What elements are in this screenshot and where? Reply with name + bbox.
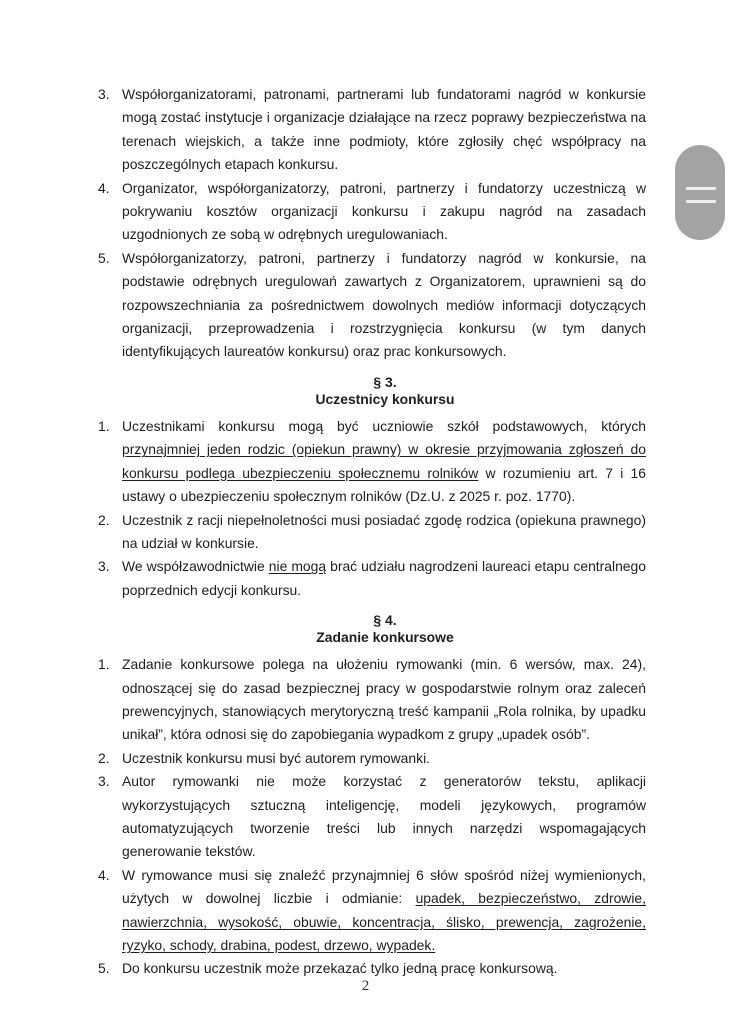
item-number: 3. (98, 558, 110, 575)
item-text: Zadanie konkursowe polega na ułożeniu rymowanki (min. 6 wersów, max. 24), odnoszącej się do zasad bezpiecznej pracy w gospodarstwie rolnym oraz zaleceń prewencyjnych, stanowiących merytoryczną treść kampanii „Rola rolnika, by upadku unikał”, która odnosi się do zapobiegania wypadkom z grupy „upadek osób”. (122, 656, 646, 743)
drag-handle-icon (686, 200, 716, 203)
list-item (98, 83, 646, 177)
item-text: Uczestnikami konkursu mogą być uczniowie szkół podstawowych, których (122, 417, 646, 434)
item-number: 2. (98, 749, 110, 766)
list-item (98, 747, 646, 770)
item-number: 1. (98, 656, 110, 673)
section-title: Uczestnicy konkursu (315, 390, 455, 407)
item-text-after: brać udziału nagrodzeni laureaci etapu centralnego poprzednich edycji konkursu. (122, 558, 646, 598)
item-text: Współorganizatorzy, patroni, partnerzy i fundatorzy nagród w konkursie, na podstawie odrębnych uregulowań zawartych z Organizatorem, uprawnieni są do rozpowszechniania za pośrednictwem dowolnych mediów informacji dotyczących organizacji, przeprowadzenia i rozstrzygnięcia konkursu (w tym danych identyfikujących laureatów konkursu) oraz prac konkursowych. (122, 249, 646, 360)
drag-handle-icon (686, 187, 716, 190)
item-text: We współzawodnictwie (122, 558, 269, 575)
item-number: 5. (98, 249, 110, 266)
item-text: Uczestnik konkursu musi być autorem rymowanki. (122, 749, 431, 766)
section-title: Zadanie konkursowe (316, 629, 454, 646)
item-underlined-text: przynajmniej jeden rodzic (opiekun prawny) w okresie przyjmowania zgłoszeń do konkursu podlega ubezpieczeniu społecznemu rolników (122, 441, 646, 481)
section3-list (98, 415, 646, 602)
section4-list (98, 653, 646, 981)
list-item (98, 770, 646, 864)
item-text: Organizator, współorganizatorzy, patroni, partnerzy i fundatorzy uczestniczą w pokrywaniu kosztów organizacji konkursu i zakupu nagród na zasadach uzgodnionych ze sobą w odrębnych uregulowaniach. (122, 179, 646, 243)
list-item (98, 555, 646, 602)
section2-list (98, 83, 646, 364)
item-number: 3. (98, 773, 110, 790)
page-content (98, 83, 646, 981)
section4-heading (98, 612, 646, 646)
list-item (98, 177, 646, 247)
item-text-after: w rozumieniu art. 7 i 16 ustawy o ubezpieczeniu społecznym rolników (Dz.U. z 2025 r. poz. 1770). (122, 464, 646, 505)
list-item (98, 509, 646, 556)
section-symbol: § 3. (373, 373, 397, 390)
list-item (98, 864, 646, 958)
item-number: 4. (98, 179, 110, 196)
item-number: 3. (98, 86, 110, 102)
list-item (98, 247, 646, 364)
list-item (98, 415, 646, 509)
section-symbol: § 4. (373, 612, 397, 629)
item-text: Współorganizatorami, patronami, partnerami lub fundatorami nagród w konkursie mogą zostać instytucje i organizacje działające na rzecz poprawy bezpieczeństwa na terenach wiejskich, a także inne podmioty, które zgłosiły chęć współpracy na poszczególnych etapach konkursu. (122, 86, 646, 173)
item-number: 2. (98, 511, 110, 528)
item-underlined-text: upadek, bezpieczeństwo, zdrowie, nawierzchnia, wysokość, obuwie, koncentracja, ślisko, prewencja, zagrożenie, ryzyko, schody, drabina, podest, drzewo, wypadek. (122, 890, 646, 953)
item-number: 5. (98, 960, 110, 977)
item-text: Uczestnik z racji niepełnoletności musi posiadać zgodę rodzica (opiekuna prawnego) na udział w konkursie. (122, 511, 646, 551)
page-number: 2 (361, 978, 370, 994)
item-text: W rymowance musi się znaleźć przynajmniej 6 słów spośród niżej wymienionych, użytych w dowolnej liczbie i odmianie: (122, 866, 646, 907)
item-number: 1. (98, 417, 110, 434)
item-number: 4. (98, 866, 110, 883)
item-text: Autor rymowanki nie może korzystać z generatorów tekstu, aplikacji wykorzystujących sztuczną inteligencję, modeli językowych, programów automatyzujących tworzenie treści lub innych narzędzi wspomagających generowanie tekstów. (122, 773, 646, 860)
item-text: Do konkursu uczestnik może przekazać tylko jedną pracę konkursową. (122, 960, 558, 977)
list-item (98, 653, 646, 747)
section3-heading (98, 374, 646, 408)
scroll-handle[interactable] (675, 145, 725, 240)
item-underlined-text: nie mogą (268, 558, 327, 575)
